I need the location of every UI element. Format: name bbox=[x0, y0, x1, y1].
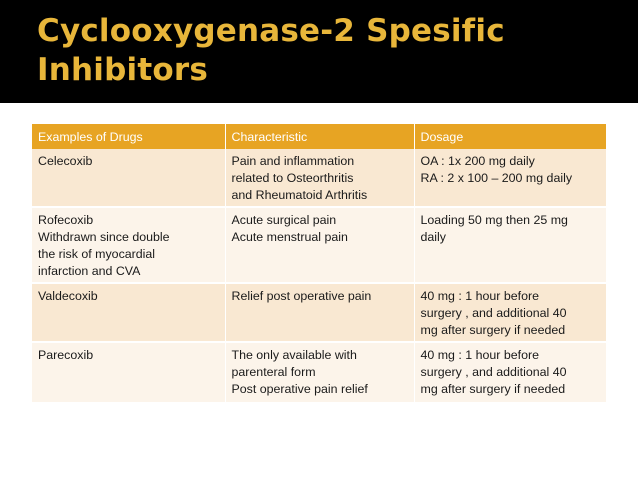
slide-title bbox=[37, 12, 617, 90]
header-dosage: Dosage bbox=[414, 124, 606, 149]
cell-text: The only available with bbox=[231, 348, 357, 362]
cell-text: surgery , and additional 40 bbox=[420, 365, 567, 379]
cell-text: Celecoxib bbox=[38, 154, 93, 168]
cell-characteristic bbox=[225, 149, 414, 207]
cell-text: 40 mg : 1 hour before bbox=[420, 348, 539, 362]
header-examples-of-drugs: Examples of Drugs bbox=[32, 124, 225, 149]
table-row bbox=[32, 149, 606, 207]
cell-text: mg after surgery if needed bbox=[420, 382, 566, 396]
title-bar bbox=[0, 0, 638, 103]
cell-text: 40 mg : 1 hour before bbox=[420, 289, 539, 303]
cell-drug bbox=[32, 207, 225, 283]
cell-text: and Rheumatoid Arthritis bbox=[231, 188, 368, 202]
cell-text: surgery , and additional 40 bbox=[420, 306, 567, 320]
cell-dosage bbox=[414, 283, 606, 342]
cell-text: Rofecoxib bbox=[38, 213, 94, 227]
cell-drug bbox=[32, 342, 225, 403]
table-row bbox=[32, 342, 606, 403]
cell-text: Post operative pain relief bbox=[231, 382, 368, 396]
slide-title-line-1: Cyclooxygenase-2 Spesific bbox=[37, 13, 505, 49]
cell-text: Valdecoxib bbox=[38, 289, 98, 303]
table-row bbox=[32, 207, 606, 283]
cell-characteristic bbox=[225, 342, 414, 403]
header-characteristic: Characteristic bbox=[225, 124, 414, 149]
cell-drug bbox=[32, 149, 225, 207]
cell-text: the risk of myocardial bbox=[38, 247, 156, 261]
cell-dosage bbox=[414, 207, 606, 283]
cell-characteristic bbox=[225, 283, 414, 342]
cell-text: Acute surgical pain bbox=[231, 213, 337, 227]
cell-text: parenteral form bbox=[231, 365, 316, 379]
slide-title-line-2: Inhibitors bbox=[37, 52, 208, 88]
cell-dosage bbox=[414, 342, 606, 403]
cell-dosage bbox=[414, 149, 606, 207]
cell-characteristic bbox=[225, 207, 414, 283]
cell-text: Parecoxib bbox=[38, 348, 94, 362]
cell-text: related to Osteorthritis bbox=[231, 171, 354, 185]
cell-text: Withdrawn since double bbox=[38, 230, 170, 244]
cell-text: OA : 1x 200 mg daily bbox=[420, 154, 535, 168]
cell-text: RA : 2 x 100 – 200 mg daily bbox=[420, 171, 573, 185]
cell-text: Relief post operative pain bbox=[231, 289, 372, 303]
cell-text: infarction and CVA bbox=[38, 264, 141, 278]
drug-table-container bbox=[32, 124, 606, 404]
cell-text: daily bbox=[420, 230, 446, 244]
cell-text: mg after surgery if needed bbox=[420, 323, 566, 337]
table-header-row bbox=[32, 124, 606, 149]
cell-text: Acute menstrual pain bbox=[231, 230, 348, 244]
cell-text: Loading 50 mg then 25 mg bbox=[420, 213, 568, 227]
cell-drug bbox=[32, 283, 225, 342]
table-row bbox=[32, 283, 606, 342]
drug-table bbox=[32, 124, 607, 404]
cell-text: Pain and inflammation bbox=[231, 154, 355, 168]
